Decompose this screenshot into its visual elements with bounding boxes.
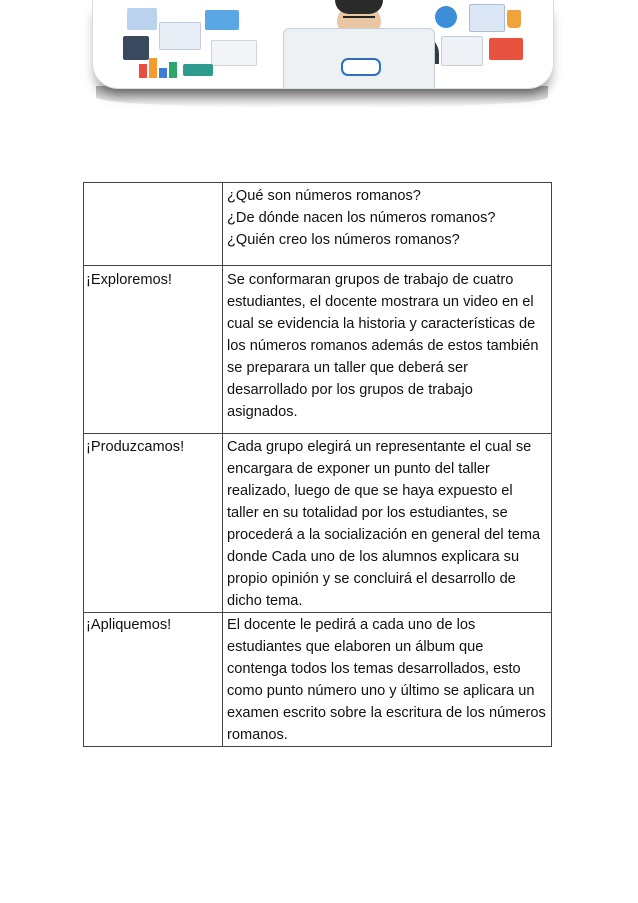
- clipboard-icon: [441, 36, 483, 66]
- paper-icon: [211, 40, 257, 66]
- bar-chart-icon: [169, 62, 177, 78]
- tablet-icon: [469, 4, 505, 32]
- question-line: ¿Qué son números romanos?: [227, 188, 421, 204]
- bar-chart-icon: [139, 64, 147, 78]
- book-icon: [183, 64, 213, 76]
- table-row: [84, 266, 552, 434]
- phase-cell: ¡Apliquemos!: [84, 613, 223, 747]
- phase-cell: ¡Produzcamos!: [84, 434, 223, 613]
- table-row: [84, 183, 552, 266]
- lesson-plan-table: [83, 182, 552, 747]
- question-line: ¿De dónde nacen los números romanos?: [227, 210, 496, 226]
- content-cell: Se conformaran grupos de trabajo de cuatro estudiantes, el docente mostrara un video en el cual se evidencia la historia y características de los números romanos además de estos también se preparara un taller que deberá ser desarrollado por los grupos de trabajo asignados.: [223, 266, 552, 434]
- question-line: ¿Quién creo los números romanos?: [227, 232, 460, 248]
- document-icon: [127, 8, 157, 30]
- person-hair: [335, 0, 383, 14]
- globe-icon: [435, 6, 457, 28]
- chart-icon: [159, 22, 201, 50]
- content-cell: El docente le pedirá a cada uno de los estudiantes que elaboren un álbum que contenga todos los temas desarrollados, esto como punto número uno y último se aplicara un examen escrito sobre la escritura de los números romanos.: [223, 613, 552, 747]
- envelope-icon: [489, 38, 523, 60]
- content-cell: Cada grupo elegirá un representante el cual se encargara de exponer un punto del taller realizado, luego de que se haya expuesto el taller en su totalidad por los estudiantes, se procederá a la socialización en general del tema donde Cada uno de los alumnos explicara su propio opinión y se concluirá el desarrollo de dicho tema.: [223, 434, 552, 613]
- banner-shadow: [96, 86, 548, 108]
- glasses-icon: [343, 16, 375, 24]
- calculator-icon: [123, 36, 149, 60]
- cup-icon: [507, 10, 521, 28]
- header-banner: [92, 0, 554, 89]
- bar-chart-icon: [159, 68, 167, 78]
- folder-icon: [205, 10, 239, 30]
- phase-cell: ¡Exploremos!: [84, 266, 223, 434]
- bar-chart-icon: [149, 58, 157, 78]
- content-cell: [223, 183, 552, 266]
- elearning-logo: [341, 58, 381, 76]
- table-row: [84, 613, 552, 747]
- phase-cell: [84, 183, 223, 266]
- table-row: [84, 434, 552, 613]
